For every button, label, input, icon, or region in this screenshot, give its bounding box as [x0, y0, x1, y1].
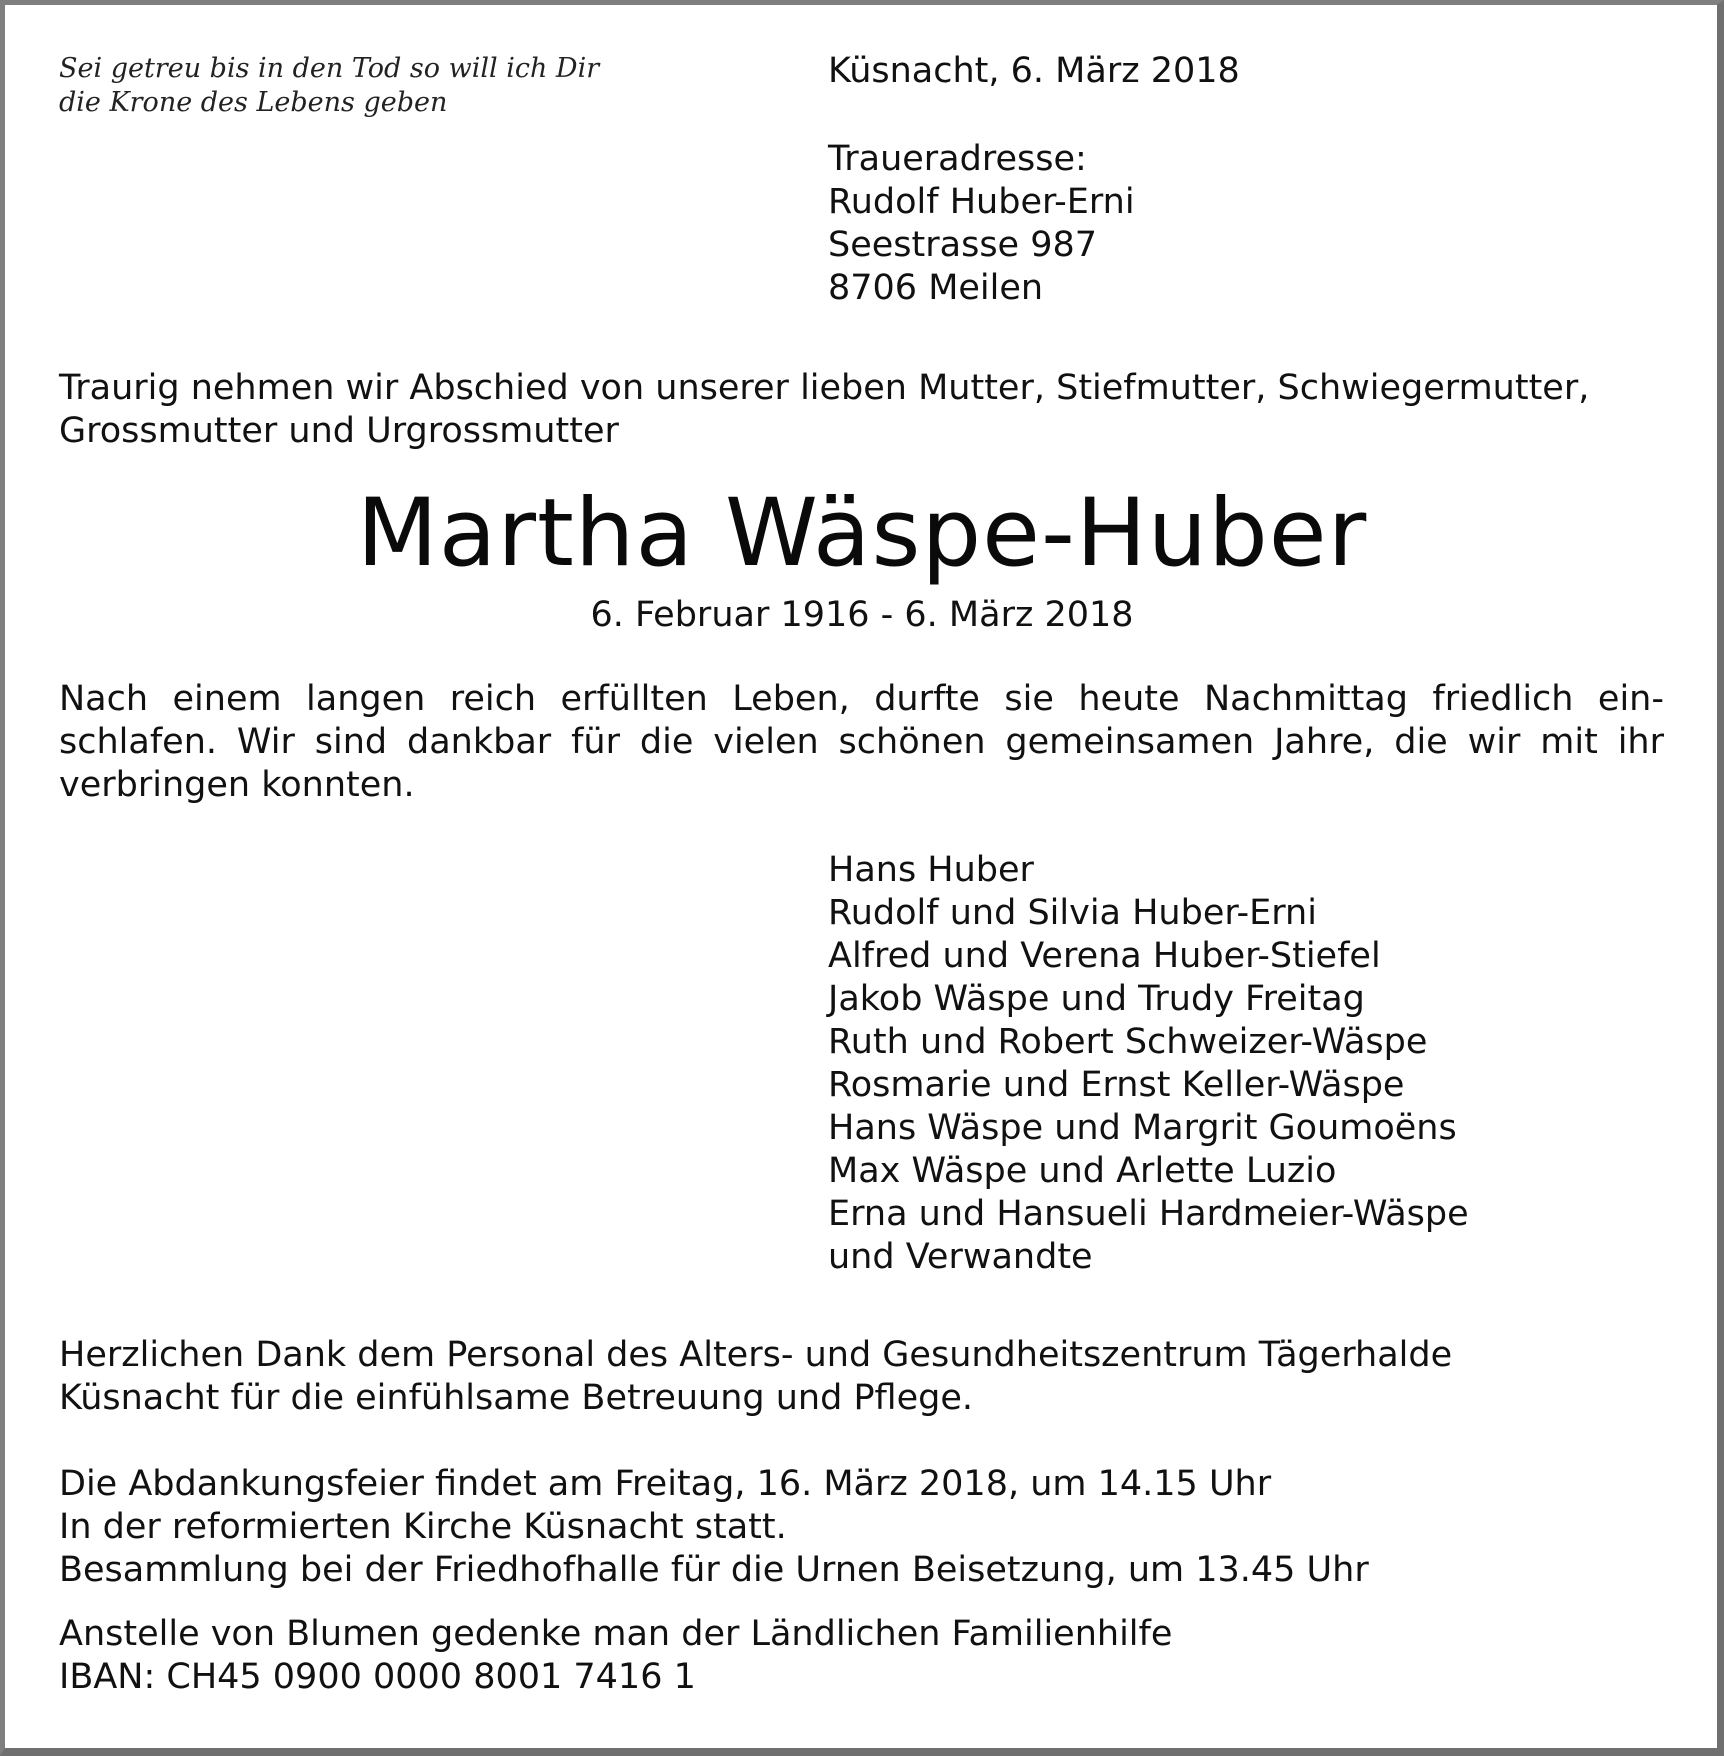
deceased-name: Martha Wäspe-Huber	[356, 479, 1368, 588]
mourners-list	[828, 849, 1469, 1279]
verse-line: Sei getreu bis in den Tod so will ich Dir	[59, 53, 600, 84]
intro-line: Grossmutter und Urgrossmutter	[59, 411, 619, 451]
address-street: Seestrasse 987	[828, 225, 1098, 265]
service-line: Besammlung bei der Friedhofhalle für die Urnen Beisetzung, um 13.45 Uhr	[59, 1550, 1369, 1590]
donation-note	[59, 1613, 1172, 1699]
service-line: Die Abdankungsfeier findet am Freitag, 16. März 2018, um 14.15 Uhr	[59, 1464, 1272, 1504]
donation-line: Anstelle von Blumen gedenke man der Ländlichen Familienhilfe	[59, 1614, 1173, 1654]
place-date	[828, 50, 1240, 93]
mourner-entry: Hans Wäspe und Margrit Goumoëns	[828, 1108, 1457, 1148]
place-date-text: Küsnacht, 6. März 2018	[828, 51, 1240, 91]
service-details	[59, 1463, 1369, 1592]
lifespan-dates: 6. Februar 1916 - 6. März 2018	[590, 595, 1134, 635]
address-name: Rudolf Huber-Erni	[828, 182, 1135, 222]
thanks-line: Herzlichen Dank dem Personal des Alters- und Gesundheitszentrum Tägerhalde	[59, 1335, 1453, 1375]
bible-verse	[59, 52, 599, 120]
intro-line: Traurig nehmen wir Abschied von unserer lieben Mutter, Stiefmutter, Schwiegermutter,	[59, 368, 1590, 408]
mourner-entry: Rudolf und Silvia Huber-Erni	[828, 893, 1317, 933]
mourner-entry: Jakob Wäspe und Trudy Freitag	[828, 979, 1365, 1019]
message-line: schlafen. Wir sind dankbar für die vielen schönen gemeinsamen Jahre, die wir mit ihr	[59, 722, 1664, 762]
mourner-entry: Ruth und Robert Schweizer-Wäspe	[828, 1022, 1428, 1062]
address-city: 8706 Meilen	[828, 268, 1044, 308]
message-line: verbringen konnten.	[59, 765, 415, 805]
service-line: In der reformierten Kirche Küsnacht statt.	[59, 1507, 787, 1547]
message-line: Nach einem langen reich erfüllten Leben, durfte sie heute Nachmittag friedlich ein-	[59, 679, 1664, 719]
mourner-entry: Erna und Hansueli Hardmeier-Wäspe	[828, 1194, 1469, 1234]
mourner-entry: Max Wäspe und Arlette Luzio	[828, 1151, 1337, 1191]
mourning-address	[828, 138, 1135, 310]
verse-line: die Krone des Lebens geben	[59, 87, 448, 118]
donation-iban: IBAN: CH45 0900 0000 8001 7416 1	[59, 1657, 696, 1697]
message-paragraph	[59, 678, 1664, 807]
mourner-entry: Alfred und Verena Huber-Stiefel	[828, 936, 1381, 976]
mourner-entry: Hans Huber	[828, 850, 1034, 890]
mourner-entry: und Verwandte	[828, 1237, 1093, 1277]
address-label: Traueradresse:	[828, 139, 1087, 179]
intro-text	[59, 367, 1669, 453]
mourner-entry: Rosmarie und Ernst Keller-Wäspe	[828, 1065, 1405, 1105]
thanks-paragraph	[59, 1334, 1452, 1420]
thanks-line: Küsnacht für die einfühlsame Betreuung und Pflege.	[59, 1378, 974, 1418]
